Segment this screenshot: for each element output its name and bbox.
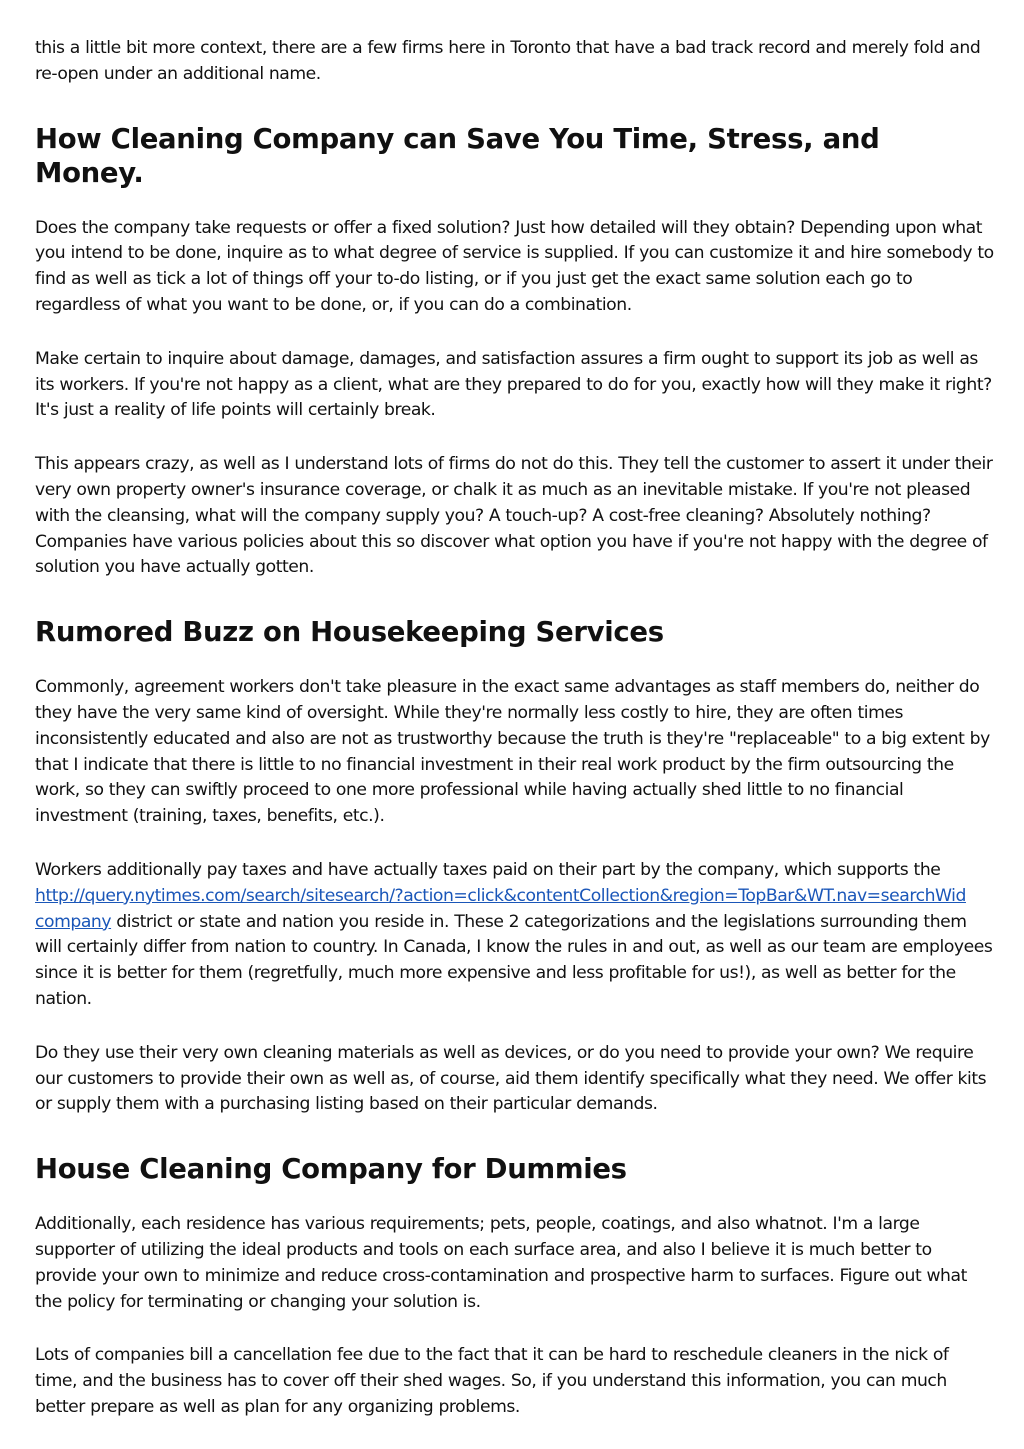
taxes-text-before-link: Workers additionally pay taxes and have actually taxes paid on their part by the company, which supports the (35, 859, 941, 880)
section-heading-housekeeping: Rumored Buzz on Housekeeping Services (35, 616, 664, 649)
paragraph-damages: Make certain to inquire about damage, damages, and satisfaction assures a firm ought to support its job as well as its workers. If you're not happy as a client, what are they prepared to do for you, exactly how will they make it right? It's just a reality of life points will certainly break. (35, 348, 992, 421)
paragraph-materials: Do they use their very own cleaning materials as well as devices, or do you need to provide your own? We require our customers to provide their own as well as, of course, aid them identify specifically what they need. We offer kits or supply them with a purchasing listing based on their particular demands. (35, 1042, 987, 1115)
paragraph-cancellation: Lots of companies bill a cancellation fee due to the fact that it can be hard to reschedule cleaners in the nick of time, and the business has to cover off their shed wages. So, if you understand this information, you can much better prepare as well as plan for any organizing problems. (35, 1345, 949, 1417)
taxes-text-after-link: district or state and nation you reside in. These 2 categorizations and the legislations surrounding them will certainly differ from nation to country. In Canada, I know the rules in and out, as well as our team are employees since it is better for them (regretfully, much more expensive and less profitable for us!), as well as better for the nation. (35, 911, 993, 1009)
paragraph-contract-workers: Commonly, agreement workers don't take pleasure in the exact same advantages as staff members do, neither do they have the very same kind of oversight. While they're normally less costly to hire, they are often times inconsistently educated and also are not as trustworthy because the truth is they're "replaceable" to a big extent by that I indicate that there is little to no financial investment in their real work product by the firm outsourcing the work, so they can swiftly proceed to one more professional while having actually shed little to no financial investment (training, taxes, benefits, etc.). (35, 677, 990, 827)
link-text-line-1: http://query.nytimes.com/search/sitesearch/?action=click&contentCollection&region=TopBar&WT.nav=searchWid (35, 885, 966, 906)
section-heading-cleaning-company: How Cleaning Company can Save You Time, Stress, and Money. (35, 122, 880, 189)
section-heading-dummies: House Cleaning Company for Dummies (35, 1153, 627, 1186)
article-body (35, 36, 995, 1421)
link-text-line-2: company (35, 911, 112, 932)
paragraph-requests: Does the company take requests or offer a fixed solution? Just how detailed will they obtain? Depending upon what you intend to be done, inquire as to what degree of service is supplied. If you can customize it and hire somebody to find as well as tick a lot of things off your to-do listing, or if you just get the exact same solution each go to regardless of what you want to be done, or, if you can do a combination. (35, 217, 994, 315)
paragraph-policies: This appears crazy, as well as I understand lots of firms do not do this. They tell the customer to assert it under their very own property owner's insurance coverage, or chalk it as much as an inevitable mistake. If you're not pleased with the cleansing, what will the company supply you? A touch-up? A cost-free cleaning? Absolutely nothing? Companies have various policies about this so discover what option you have if you're not happy with the degree of solution you have actually gotten. (35, 454, 993, 578)
paragraph-requirements: Additionally, each residence has various requirements; pets, people, coatings, and also whatnot. I'm a large supporter of utilizing the ideal products and tools on each surface area, and also I believe it is much better to provide your own to minimize and reduce cross-contamination and prospective harm to surfaces. Figure out what the policy for terminating or changing your solution is. (35, 1214, 967, 1312)
intro-paragraph: this a little bit more context, there are a few firms here in Toronto that have a bad track record and merely fold and re-open under an additional name. (35, 38, 981, 84)
paragraph-taxes (35, 858, 995, 1013)
